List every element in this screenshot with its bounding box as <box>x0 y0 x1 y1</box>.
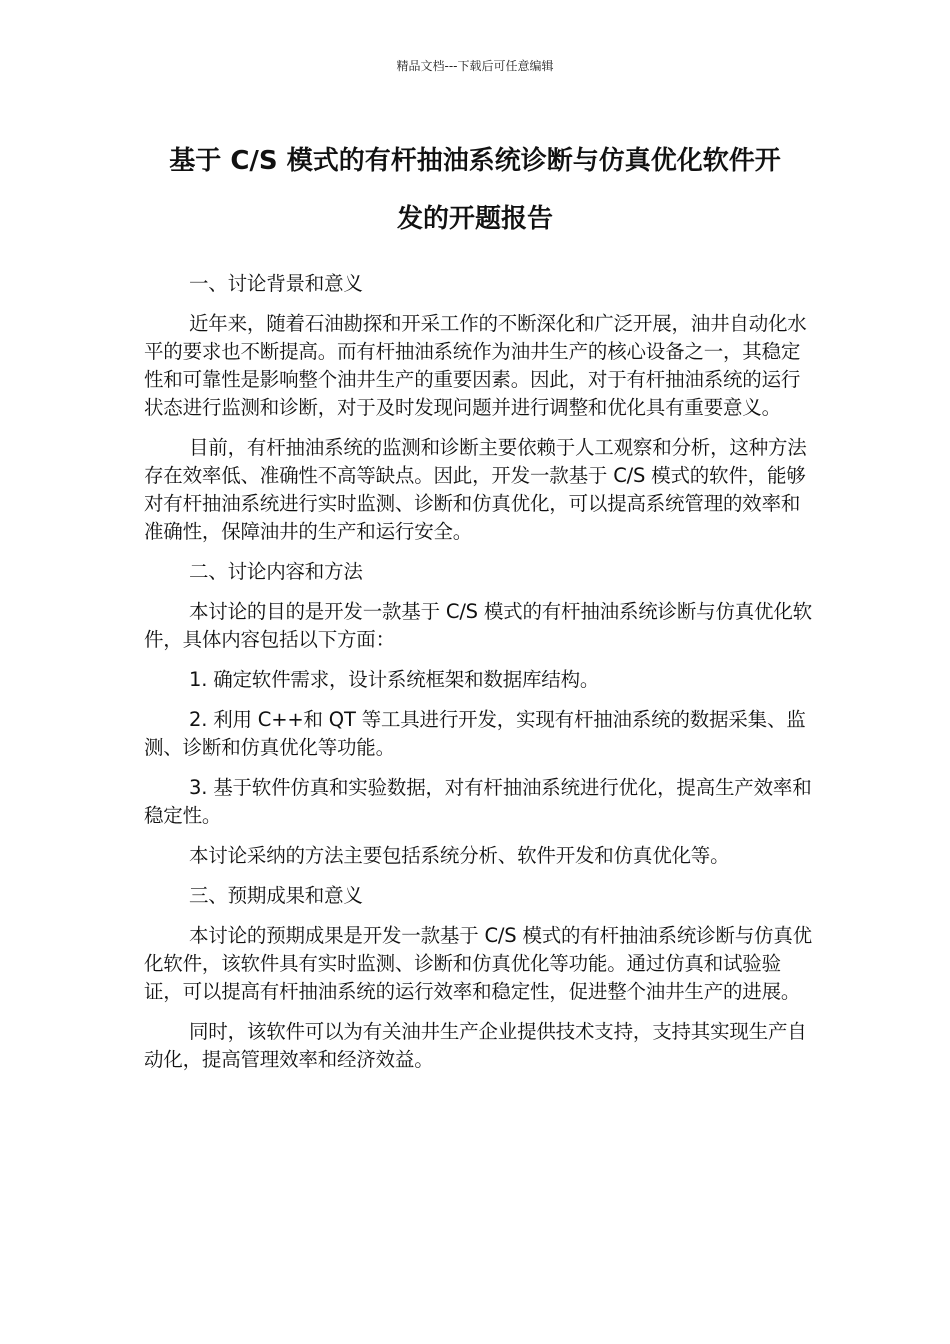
paragraph-purpose: 本讨论的目的是开发一款基于 C/S 模式的有杆抽油系统诊断与仿真优化软件，具体内容包括以下方面： <box>144 600 812 651</box>
paragraph-methods: 本讨论采纳的方法主要包括系统分析、软件开发和仿真优化等。 <box>189 844 730 867</box>
section-heading-expected-results: 三、预期成果和意义 <box>189 884 363 907</box>
document-title-line-1: 基于 C/S 模式的有杆抽油系统诊断与仿真优化软件开 <box>169 146 781 176</box>
section-heading-content-method: 二、讨论内容和方法 <box>189 560 363 583</box>
list-item-2: 2. 利用 C++和 QT 等工具进行开发，实现有杆抽油系统的数据采集、监测、诊断和仿真优化等功能。 <box>144 708 806 759</box>
page-header-note: 精品文档---下载后可任意编辑 <box>396 59 554 73</box>
document-body <box>144 270 814 1086</box>
section-heading-background: 一、讨论背景和意义 <box>189 272 363 295</box>
paragraph-expected-results: 本讨论的预期成果是开发一款基于 C/S 模式的有杆抽油系统诊断与仿真优化软件，该软件具有实时监测、诊断和仿真优化等功能。通过仿真和试验验证，可以提高有杆抽油系统的运行效率和稳定性，促进整个油井生产的进展。 <box>144 924 812 1003</box>
document-title <box>140 132 810 248</box>
paragraph-background-2: 目前，有杆抽油系统的监测和诊断主要依赖于人工观察和分析，这种方法存在效率低、准确性不高等缺点。因此，开发一款基于 C/S 模式的软件，能够对有杆抽油系统进行实时监测、诊断和仿真优化，可以提高系统管理的效率和准确性，保障油井的生产和运行安全。 <box>144 436 807 543</box>
document-title-line-2: 发的开题报告 <box>396 204 553 234</box>
paragraph-support: 同时，该软件可以为有关油井生产企业提供技术支持，支持其实现生产自动化，提高管理效率和经济效益。 <box>144 1020 807 1071</box>
list-item-1: 1. 确定软件需求，设计系统框架和数据库结构。 <box>189 668 600 691</box>
list-item-3: 3. 基于软件仿真和实验数据，对有杆抽油系统进行优化，提高生产效率和稳定性。 <box>144 776 812 827</box>
paragraph-background-1: 近年来，随着石油勘探和开采工作的不断深化和广泛开展，油井自动化水平的要求也不断提高。而有杆抽油系统作为油井生产的核心设备之一，其稳定性和可靠性是影响整个油井生产的重要因素。因此，对于有杆抽油系统的运行状态进行监测和诊断，对于及时发现问题并进行调整和优化具有重要意义。 <box>144 312 807 419</box>
